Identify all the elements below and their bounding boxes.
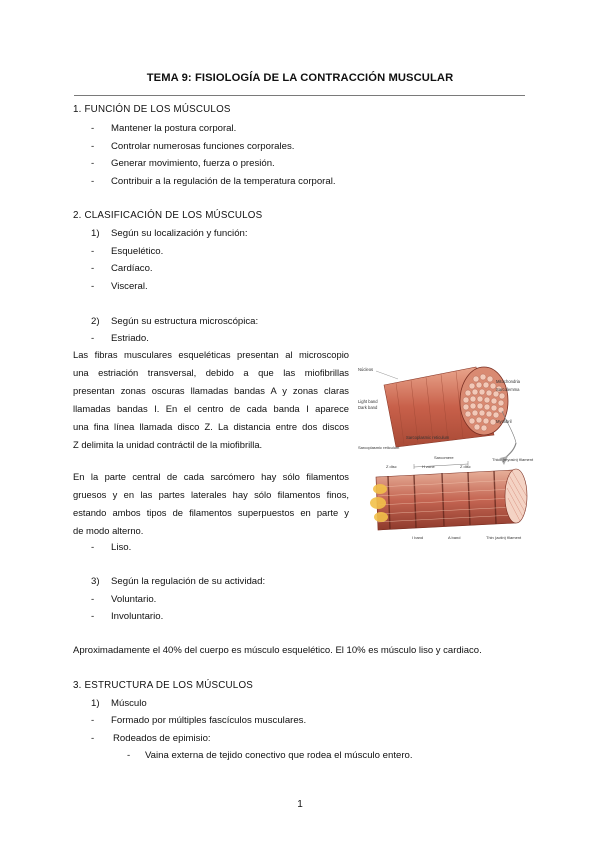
label-a-band: A band <box>448 535 461 540</box>
paragraph-sarcomere <box>73 468 349 540</box>
paragraph-line: llamadas bandas I. En el centro de cada banda I aparece <box>73 403 349 414</box>
page-number: 1 <box>297 799 303 810</box>
list-item: Rodeados de epimisio: <box>113 733 211 744</box>
label-mitochondria: Mitochondria <box>496 379 520 384</box>
percentage-note: Aproximadamente el 40% del cuerpo es músculo esquelético. El 10% es músculo liso y cardiaco. <box>73 645 482 656</box>
label-sarcoplasmic-reticulum: Sarcoplasmic reticulum <box>406 435 450 440</box>
section-2-heading: 2. CLASIFICACIÓN DE LOS MÚSCULOS <box>73 210 263 221</box>
list-item: Generar movimiento, fuerza o presión. <box>111 158 275 169</box>
bullet-dash: - <box>91 733 95 744</box>
sub-number: 1) <box>91 228 100 239</box>
sub-list-item: Vaina externa de tejido conectivo que rodea el músculo entero. <box>145 750 413 761</box>
bullet-dash: - <box>91 715 95 726</box>
section-1-heading: 1. FUNCIÓN DE LOS MÚSCULOS <box>73 104 231 115</box>
list-item: Mantener la postura corporal. <box>111 123 237 134</box>
label-nuclei: Núcleos <box>358 367 374 372</box>
bullet-dash: - <box>91 333 95 344</box>
paragraph-line: Las fibras musculares esqueléticas presentan al microscopio <box>73 349 349 360</box>
label-sarcomere: Sarcomere <box>434 455 454 460</box>
label-h-zone: H zone <box>422 464 435 469</box>
sub-title: Según la regulación de su actividad: <box>111 576 266 587</box>
list-item: Formado por múltiples fascículos musculares. <box>111 715 307 726</box>
list-item: Contribuir a la regulación de la temperatura corporal. <box>111 176 336 187</box>
bullet-dash: - <box>127 750 131 761</box>
sub-number: 3) <box>91 576 100 587</box>
paragraph-line: presentan zonas oscuras llamadas bandas A y zonas claras <box>73 385 349 396</box>
section-3-heading: 3. ESTRUCTURA DE LOS MÚSCULOS <box>73 680 254 691</box>
page-title: TEMA 9: FISIOLOGÍA DE LA CONTRACCIÓN MUSCULAR <box>146 72 454 84</box>
paragraph-line: de modo alterno. <box>73 525 144 536</box>
bullet-dash: - <box>91 281 95 292</box>
list-item: Controlar numerosas funciones corporales. <box>111 141 295 152</box>
sub-title: Músculo <box>111 698 147 709</box>
paragraph-striated <box>73 346 349 454</box>
bullet-dash: - <box>91 246 95 257</box>
sub-number: 2) <box>91 316 100 327</box>
bullet-dash: - <box>91 542 95 553</box>
paragraph-line: En la parte central de cada sarcómero hay sólo filamentos <box>73 471 349 482</box>
sub-number: 1) <box>91 698 100 709</box>
bullet-dash: - <box>91 141 95 152</box>
label-thick-filament: Thick (myosin) filament <box>492 457 534 462</box>
bullet-dash: - <box>91 594 95 605</box>
label-z-disc: Z disc <box>386 464 397 469</box>
list-item: Esquelético. <box>111 246 164 257</box>
list-item: Liso. <box>111 542 132 553</box>
list-item: Visceral. <box>111 281 148 292</box>
bullet-dash: - <box>91 611 95 622</box>
list-item: Cardíaco. <box>111 263 153 274</box>
muscle-fiber-figure <box>356 355 534 541</box>
title-divider <box>74 95 525 96</box>
label-myofibril: Myofibril <box>496 419 512 424</box>
label-i-band: I band <box>412 535 424 540</box>
label-thin-filament: Thin (actin) filament <box>486 535 522 540</box>
label-sarcolemma: Sarcolemma <box>496 387 520 392</box>
sub-title: Según su estructura microscópica: <box>111 316 259 327</box>
myofibril-drawing <box>370 461 527 530</box>
paragraph-line: una estriación transversal, debido a que las miofibrillas <box>73 367 349 378</box>
bullet-dash: - <box>91 263 95 274</box>
paragraph-line: estando ambos tipos de filamentos superpuestos en parte y <box>73 507 349 518</box>
paragraph-line: una fina línea llamada disco Z. La distancia entre dos discos <box>73 421 349 432</box>
paragraph-line: Z delimita la unidad contráctil de la miofibrilla. <box>73 439 263 450</box>
paragraph-line: gruesos y en las partes laterales hay sólo filamentos finos, <box>73 489 349 500</box>
list-item: Involuntario. <box>111 611 164 622</box>
label-dark-band: Dark band <box>358 405 378 410</box>
bullet-dash: - <box>91 158 95 169</box>
list-item: Estriado. <box>111 333 149 344</box>
sub-title: Según su localización y función: <box>111 228 248 239</box>
bullet-dash: - <box>91 176 95 187</box>
label-light-band: Light band <box>358 399 378 404</box>
label-z-disc-2: Z disc <box>460 464 471 469</box>
list-item: Voluntario. <box>111 594 157 605</box>
bullet-dash: - <box>91 123 95 134</box>
label-sarcoplasmic-reticulum-2: Sarcoplasmic reticulum <box>358 445 400 450</box>
